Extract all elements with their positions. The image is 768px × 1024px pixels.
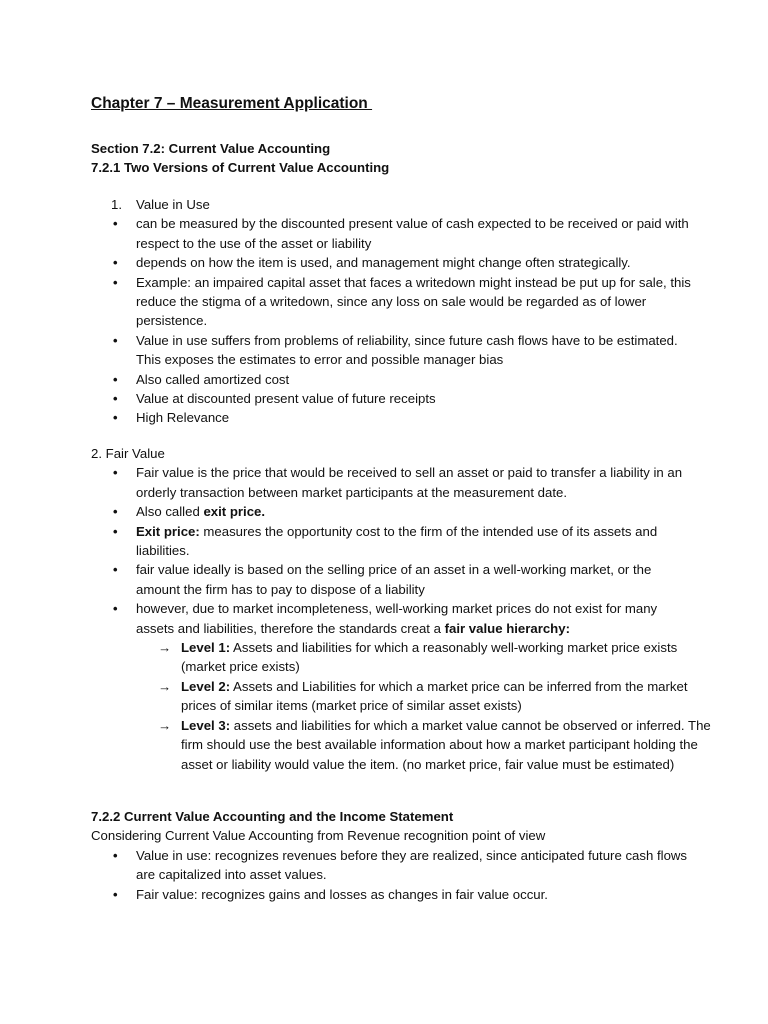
hierarchy-level-2 bbox=[91, 677, 721, 716]
list-item-text: Fair value: recognizes gains and losses as changes in fair value occur. bbox=[136, 886, 548, 902]
list-item bbox=[91, 214, 691, 253]
fair-value-list bbox=[91, 463, 691, 638]
subsection-2-block bbox=[91, 807, 691, 904]
level-text: assets and liabilities for which a market value cannot be observed or inferred. The firm should use the best available information about how a market participant holding the asset or liability would value the item. (no market price, fair value must be estimated) bbox=[181, 717, 711, 772]
fair-value-heading: 2. Fair Value bbox=[91, 446, 165, 461]
value-in-use-title: Value in Use bbox=[136, 197, 210, 212]
list-item bbox=[91, 885, 691, 904]
level-label: Level 2: bbox=[181, 678, 231, 694]
subsection-1-heading: 7.2.1 Two Versions of Current Value Accounting bbox=[91, 160, 390, 176]
value-in-use-block bbox=[91, 195, 691, 428]
bullet-icon: • bbox=[113, 601, 118, 617]
list-item-text: Value at discounted present value of future receipts bbox=[136, 391, 436, 407]
list-item bbox=[91, 599, 691, 638]
hierarchy-level-3 bbox=[91, 716, 721, 774]
list-item-text: can be measured by the discounted present value of cash expected to be received or paid with respect to the use of the asset or liability bbox=[136, 216, 689, 251]
value-in-use-heading bbox=[91, 195, 691, 214]
exit-price-label: Exit price: bbox=[136, 523, 200, 539]
hierarchy-levels-list bbox=[91, 638, 711, 774]
list-item-text: High Relevance bbox=[136, 410, 230, 426]
list-item bbox=[91, 502, 691, 521]
level-label: Level 1: bbox=[181, 640, 231, 656]
value-in-use-list bbox=[91, 214, 691, 427]
arrow-right-icon: → bbox=[158, 717, 172, 733]
section-heading: Section 7.2: Current Value Accounting bbox=[91, 141, 331, 156]
bullet-icon: • bbox=[113, 274, 118, 290]
subsection-2-heading: 7.2.2 Current Value Accounting and the Income Statement bbox=[91, 809, 454, 824]
list-item bbox=[91, 273, 691, 331]
hierarchy-level-1 bbox=[91, 638, 721, 677]
bullet-icon: • bbox=[113, 504, 118, 520]
list-item bbox=[91, 370, 691, 389]
bullet-icon: • bbox=[113, 886, 118, 902]
chapter-title: Chapter 7 – Measurement Application bbox=[91, 95, 373, 112]
bullet-icon: • bbox=[113, 216, 118, 232]
fair-value-hierarchy-term: fair value hierarchy: bbox=[444, 620, 570, 636]
subsection-2-list bbox=[91, 846, 691, 904]
bullet-icon: • bbox=[113, 562, 118, 578]
list-item bbox=[91, 389, 691, 408]
bullet-icon: • bbox=[113, 391, 118, 407]
level-text: Assets and liabilities for which a reasonably well-working market price exists (market price exists) bbox=[181, 640, 678, 675]
list-item bbox=[91, 253, 691, 272]
subsection-2-intro: Considering Current Value Accounting from Revenue recognition point of view bbox=[91, 828, 546, 844]
list-item bbox=[91, 408, 691, 427]
level-text: Assets and Liabilities for which a market price can be inferred from the market prices of similar items (market price of similar asset exists) bbox=[181, 678, 688, 714]
list-item-text: Value in use: recognizes revenues before they are realized, since anticipated future cash flows are capitalized into asset values. bbox=[136, 847, 688, 883]
list-item-text: fair value ideally is based on the selling price of an asset in a well-working market, or the amount the firm has to pay to dispose of a liability bbox=[136, 562, 652, 597]
exit-price-term: exit price. bbox=[203, 504, 266, 520]
list-item-text: depends on how the item is used, and management might change often strategically. bbox=[136, 255, 631, 271]
list-item-text: Value in use suffers from problems of reliability, since future cash flows have to be estimated. This exposes the estimates to error and possible manager bias bbox=[136, 332, 678, 368]
arrow-right-icon: → bbox=[158, 678, 172, 694]
bullet-icon: • bbox=[113, 465, 118, 481]
section-header-block bbox=[91, 139, 691, 178]
bullet-icon: • bbox=[113, 371, 118, 387]
list-item bbox=[91, 560, 691, 599]
fair-value-block bbox=[91, 444, 711, 774]
arrow-right-icon: → bbox=[158, 640, 172, 656]
bullet-icon: • bbox=[113, 332, 118, 348]
list-item bbox=[91, 522, 691, 561]
bullet-icon: • bbox=[113, 847, 118, 863]
list-item-text: Fair value is the price that would be received to sell an asset or paid to transfer a liability in an orderly transaction between market participants at the measurement date. bbox=[136, 465, 683, 500]
list-item bbox=[91, 331, 691, 370]
list-item bbox=[91, 463, 691, 502]
list-item-text: measures the opportunity cost to the firm of the intended use of its assets and liabilities. bbox=[136, 523, 658, 559]
list-item bbox=[91, 846, 691, 885]
bullet-icon: • bbox=[113, 410, 118, 426]
list-number: 1. bbox=[111, 197, 122, 212]
list-item-text: Also called bbox=[136, 504, 204, 520]
bullet-icon: • bbox=[113, 255, 118, 271]
list-item-text: Example: an impaired capital asset that faces a writedown might instead be put up for sale, this reduce the stigma of a writedown, since any loss on sale would be regarded as of lower persistence. bbox=[136, 274, 691, 329]
level-label: Level 3: bbox=[181, 717, 231, 733]
list-item-text: Also called amortized cost bbox=[136, 371, 290, 387]
list-item-text: however, due to market incompleteness, well-working market prices do not exist for many assets and liabilities, therefore the standards creat a bbox=[136, 601, 658, 636]
bullet-icon: • bbox=[113, 523, 118, 539]
